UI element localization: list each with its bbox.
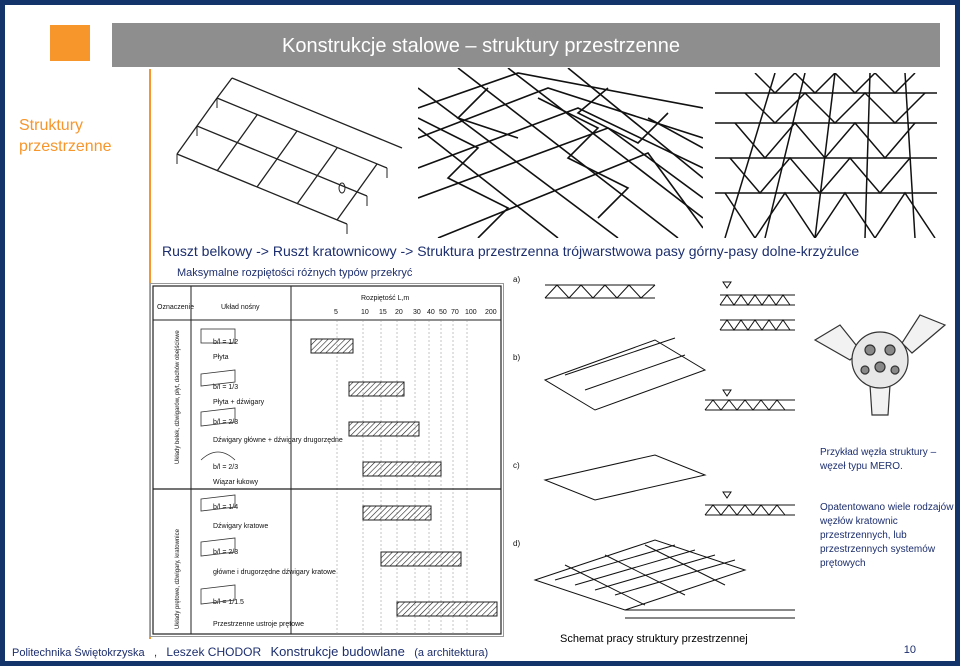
span-tick: 5 <box>334 309 338 316</box>
footer-separator: , <box>154 647 158 659</box>
section-label: Struktury przestrzenne <box>19 117 112 155</box>
mero-node-image <box>810 295 950 427</box>
footer-course-note: (a architektura) <box>414 647 489 659</box>
footer-course: Konstrukcje budowlane <box>270 644 405 659</box>
evolution-caption: Ruszt belkowy -> Ruszt kratownicowy -> Struktura przestrzenna trójwarstwowa pasy górny-pasy dolne-krzyżulce <box>162 243 860 259</box>
group-label: Układy belek, dźwigarów, płyt, dachów obejściowe <box>175 330 181 464</box>
span-tick: 40 <box>427 309 435 316</box>
row-ratio: b/l = 1/4 <box>213 504 239 511</box>
accent-square <box>50 25 90 61</box>
row-label: Przestrzenne ustroje prętowe <box>213 621 305 628</box>
mero-caption: Przykład węzła struktury – węzeł typu MERO. <box>820 447 937 472</box>
slide <box>5 5 955 661</box>
footer-institution: Politechnika Świętokrzyska <box>12 647 145 659</box>
footer <box>12 644 494 659</box>
row-label: główne i drugorzędne dźwigary kratowe <box>213 569 336 576</box>
col-header-span: Rozpiętość L,m <box>361 295 410 302</box>
schema-label: c) <box>513 461 520 470</box>
row-label: Płyta + dźwigary <box>213 399 265 406</box>
row-ratio: b/l = 2/3 <box>213 464 239 471</box>
space-frame-image <box>715 73 937 238</box>
beam-grillage-image <box>157 68 412 238</box>
truss-grillage-image <box>418 68 703 238</box>
span-tick: 70 <box>451 309 459 316</box>
row-label: Dźwigary kratowe <box>213 523 269 530</box>
schema-label: b) <box>513 353 521 362</box>
slide-title: Konstrukcje stalowe – struktury przestrzenne <box>282 35 680 57</box>
structure-work-schema <box>505 260 800 630</box>
schema-label: d) <box>513 539 521 548</box>
col-header-oznaczenie: Oznaczenie <box>157 304 194 311</box>
schema-caption: Schemat pracy struktury przestrzennej <box>560 633 748 645</box>
span-tick: 100 <box>465 309 477 316</box>
row-label: Wiązar łukowy <box>213 479 259 486</box>
row-ratio: b/l = 2/3 <box>213 549 239 556</box>
footer-author: Leszek CHODOR <box>166 645 262 659</box>
span-tick: 10 <box>361 309 369 316</box>
spans-caption: Maksymalne rozpiętości różnych typów przekryć <box>177 267 413 279</box>
row-ratio: b/l = 1/2 <box>213 339 239 346</box>
schema-label: a) <box>513 275 521 284</box>
group-label: Układy prętowe, dźwigary, kratownice <box>175 529 181 629</box>
row-label: Dźwigary główne + dźwigary drugorzędne <box>213 437 343 444</box>
span-tick: 15 <box>379 309 387 316</box>
page-number: 10 <box>903 644 916 656</box>
spans-table-figure <box>150 283 504 637</box>
row-ratio: b/l = 1/1.5 <box>213 599 244 606</box>
row-ratio: b/l = 2/3 <box>213 419 239 426</box>
row-ratio: b/l = 1/3 <box>213 384 239 391</box>
title-bar <box>112 23 940 67</box>
node-patents-text: Opatentowano wiele rodzajów węzłów kratownic przestrzennych, lub przestrzennych systemów prętowych <box>820 502 954 569</box>
span-tick: 200 <box>485 309 497 316</box>
span-tick: 50 <box>439 309 447 316</box>
span-tick: 20 <box>395 309 403 316</box>
span-tick: 30 <box>413 309 421 316</box>
row-label: Płyta <box>213 354 229 361</box>
col-header-uklad: Układ nośny <box>221 304 260 311</box>
